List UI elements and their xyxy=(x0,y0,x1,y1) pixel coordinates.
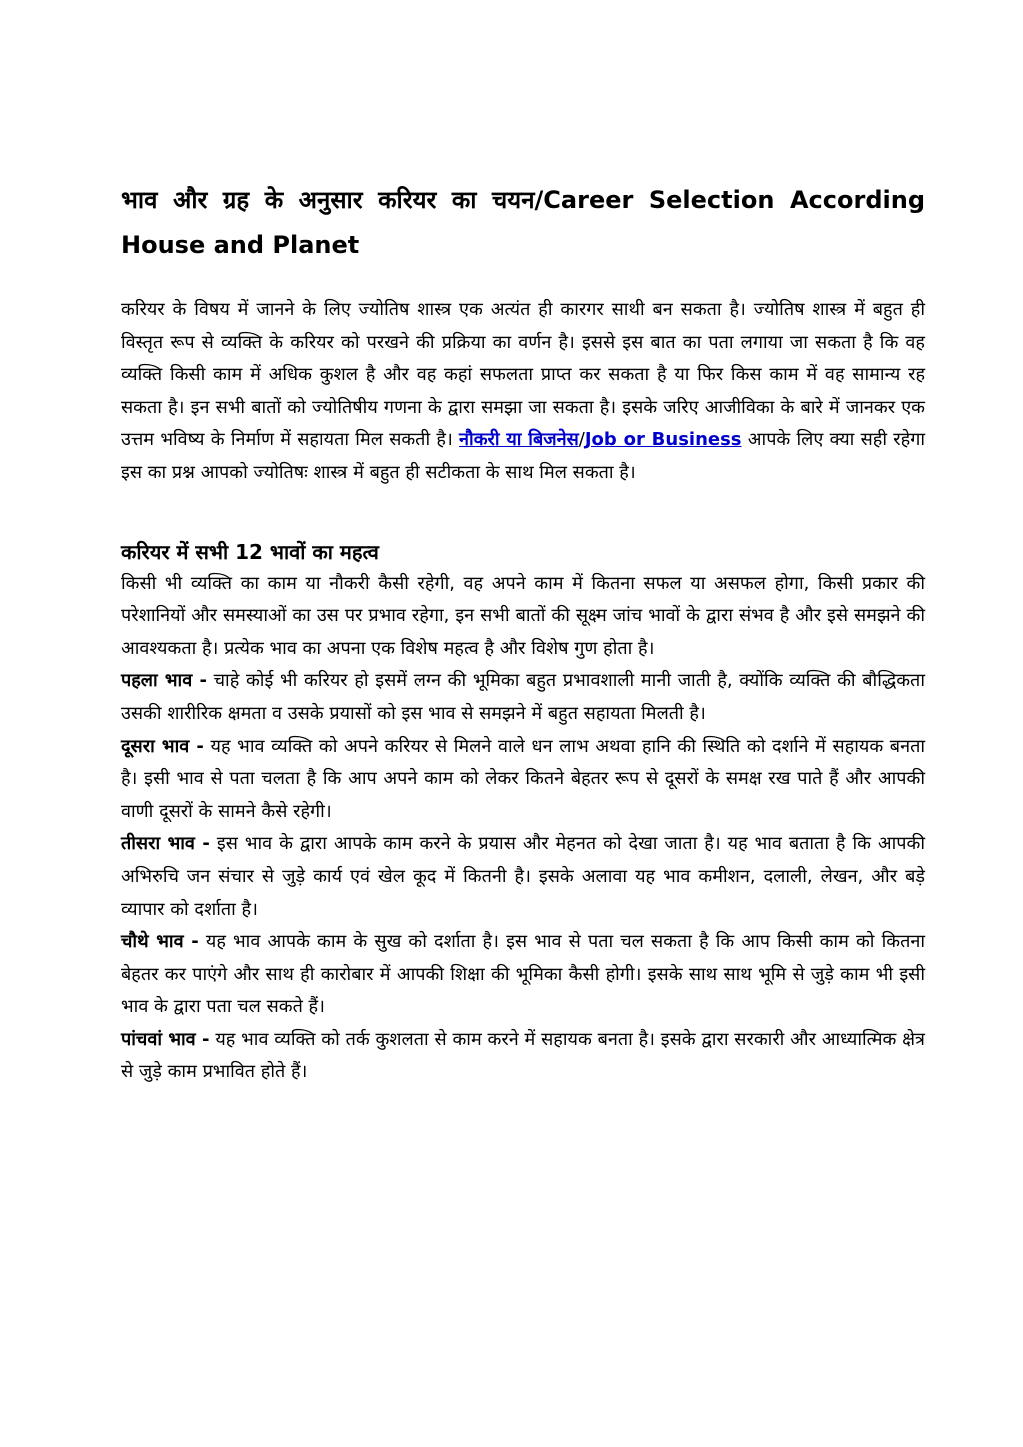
job-or-business-link[interactable]: Job or Business xyxy=(584,429,742,451)
document-title: भाव और ग्रह के अनुसार करियर का चयन/Career Selection According House and Planet xyxy=(121,186,925,259)
bhava-paragraph-1 xyxy=(121,665,925,730)
bhava-label-3: तीसरा भाव - xyxy=(121,833,210,855)
bhava-paragraph-3 xyxy=(121,828,925,926)
bhava-paragraph-2 xyxy=(121,731,925,829)
intro-text-part-2: आपके लिए क्या सही रहेगा इस का प्रश्न आपको ज्योतिषः शास्त्र में बहुत ही सटीकता के साथ मिल सकता है। xyxy=(121,429,925,483)
bhava-label-1: पहला भाव - xyxy=(121,670,207,692)
bhava-text-3: इस भाव के द्वारा आपके काम करने के प्रयास और मेहनत को देखा जाता है। यह भाव बताता है कि आपकी अभिरुचि जन संचार से जुड़े कार्य एवं खेल कूद में कितनी है। इसके अलावा यह भाव कमीशन, दलाली, लेखन, और बड़े व्यापार को दर्शाता है। xyxy=(121,833,925,920)
bhava-text-1: चाहे कोई भी करियर हो इसमें लग्न की भूमिका बहुत प्रभावशाली मानी जाती है, क्योंकि व्यक्ति की बौद्धिकता उसकी शारीरिक क्षमता व उसके प्रयासों को इस भाव से समझने में बहुत सहायता मिलती है। xyxy=(121,670,925,724)
bhava-paragraph-4 xyxy=(121,926,925,1024)
bhava-text-2: यह भाव व्यक्ति को अपने करियर से मिलने वाले धन लाभ अथवा हानि की स्थिति को दर्शाने में सहायक बनता है। इसी भाव से पता चलता है कि आप अपने काम को लेकर कितने बेहतर रूप से दूसरों के समक्ष रख पाते हैं और आपकी वाणी दूसरों के सामने कैसे रहेगी। xyxy=(121,735,925,822)
bhava-label-4: चौथे भाव - xyxy=(121,931,199,953)
section-heading: करियर में सभी 12 भावों का महत्व xyxy=(121,539,379,564)
intro-text-part-1: करियर के विषय में जानने के लिए ज्योतिष शास्त्र एक अत्यंत ही कारगर साथी बन सकता है। ज्योतिष शास्त्र में बहुत ही विस्तृत रूप से व्यक्ति के करियर को परखने की प्रक्रिया का वर्णन है। इससे इस बात का पता लगाया जा सकता है कि वह व्यक्ति किसी काम में अधिक कुशल है और वह कहां सफलता प्राप्त कर सकता है या फिर किस काम में वह सामान्य रह सकता है। इन सभी बातों को ज्योतिषीय गणना के द्वारा समझा जा सकता है। इसके जरिए आजीविका के बारे में जानकर एक उत्तम भविष्य के निर्माण में सहायता मिल सकती है। xyxy=(121,299,925,451)
intro-paragraph xyxy=(121,294,925,490)
bhava-text-5: यह भाव व्यक्ति को तर्क कुशलता से काम करने में सहायक बनता है। इसके द्वारा सरकारी और आध्यात्मिक क्षेत्र से जुड़े काम प्रभावित होते हैं। xyxy=(121,1028,925,1083)
document-page xyxy=(121,178,925,1089)
section-intro-paragraph: किसी भी व्यक्ति का काम या नौकरी कैसी रहेगी, वह अपने काम में कितना सफल या असफल होगा, किसी प्रकार की परेशानियों और समस्याओं का उस पर प्रभाव रहेगा, इन सभी बातों की सूक्ष्म जांच भावों के द्वारा संभव है और इसे समझने की आवश्यकता है। प्रत्येक भाव का अपना एक विशेष महत्व है और विशेष गुण होता है। xyxy=(121,572,925,659)
bhava-text-4: यह भाव आपके काम के सुख को दर्शाता है। इस भाव से पता चल सकता है कि आप किसी काम को कितना बेहतर कर पाएंगे और साथ ही कारोबार में आपकी शिक्षा की भूमिका कैसी होगी। इसके साथ साथ भूमि से जुड़े काम भी इसी भाव के द्वारा पता चल सकते हैं। xyxy=(121,931,925,1018)
naukri-ya-business-link[interactable]: नौकरी या बिजनेस xyxy=(459,429,579,451)
bhava-label-5: पांचवां भाव - xyxy=(121,1028,210,1050)
link-separator: / xyxy=(578,429,585,451)
bhava-label-2: दूसरा भाव - xyxy=(121,735,204,757)
bhava-paragraph-5 xyxy=(121,1024,925,1089)
